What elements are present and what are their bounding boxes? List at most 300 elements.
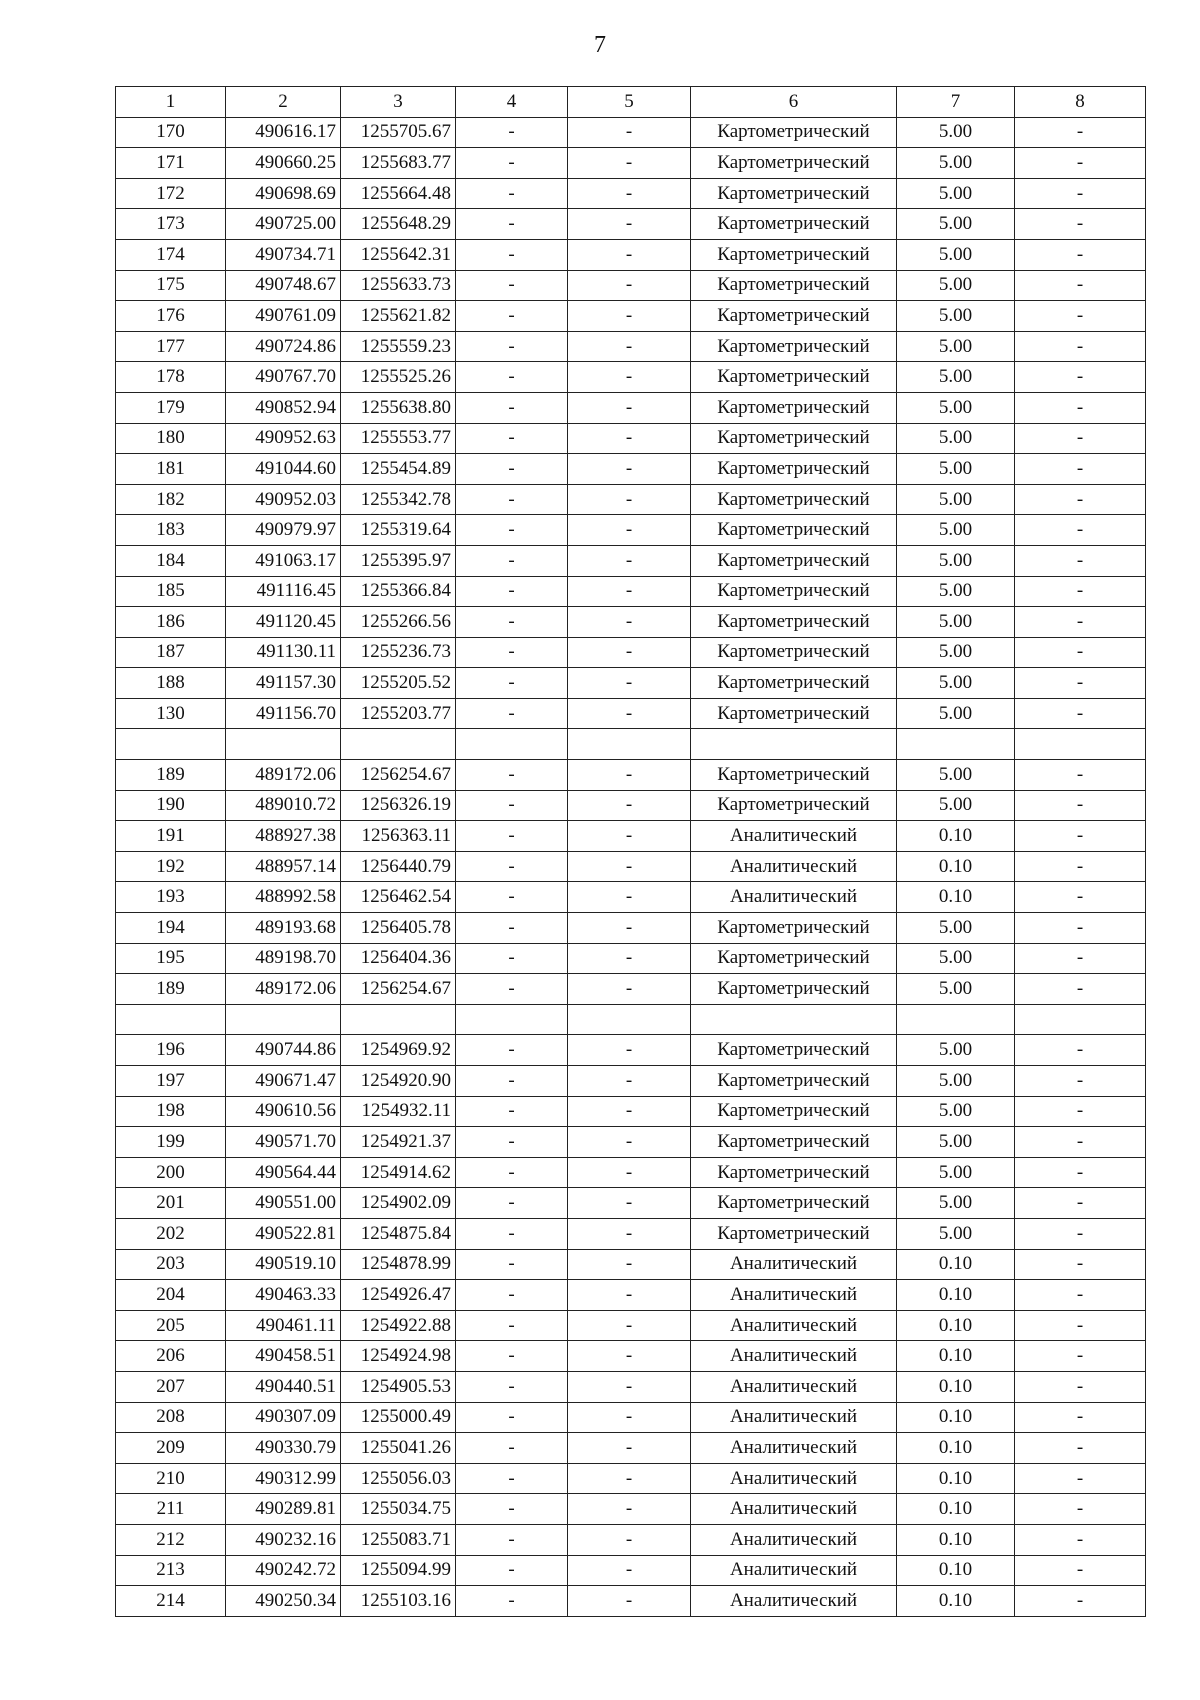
accuracy-cell <box>897 1004 1015 1035</box>
table-row <box>116 1524 1146 1555</box>
point-number-cell: 184 <box>116 545 226 576</box>
x-coordinate-cell: 490250.34 <box>226 1586 341 1617</box>
point-number-cell: 189 <box>116 974 226 1005</box>
point-number-cell: 175 <box>116 270 226 301</box>
accuracy-cell: 5.00 <box>897 270 1015 301</box>
col-8-cell: - <box>1015 1463 1146 1494</box>
table-row <box>116 821 1146 852</box>
col-5-cell: - <box>568 698 691 729</box>
point-number-cell: 176 <box>116 301 226 332</box>
table-row <box>116 239 1146 270</box>
col-8-cell: - <box>1015 1555 1146 1586</box>
accuracy-cell: 0.10 <box>897 1249 1015 1280</box>
col-5-cell: - <box>568 1218 691 1249</box>
x-coordinate-cell: 490852.94 <box>226 392 341 423</box>
method-cell: Картометрический <box>691 1035 897 1066</box>
point-number-cell: 190 <box>116 790 226 821</box>
accuracy-cell: 5.00 <box>897 790 1015 821</box>
x-coordinate-cell: 491130.11 <box>226 637 341 668</box>
table-row <box>116 1586 1146 1617</box>
col-5-cell: - <box>568 1371 691 1402</box>
col-4-cell: - <box>456 515 568 546</box>
table-row <box>116 882 1146 913</box>
table-row <box>116 1249 1146 1280</box>
accuracy-cell: 5.00 <box>897 331 1015 362</box>
table-row <box>116 607 1146 638</box>
col-5-cell: - <box>568 1188 691 1219</box>
col-5-cell: - <box>568 270 691 301</box>
x-coordinate-cell: 490330.79 <box>226 1433 341 1464</box>
column-header-6: 6 <box>691 87 897 118</box>
col-8-cell: - <box>1015 1096 1146 1127</box>
col-8-cell: - <box>1015 117 1146 148</box>
col-8-cell: - <box>1015 331 1146 362</box>
table-row <box>116 1188 1146 1219</box>
accuracy-cell: 5.00 <box>897 576 1015 607</box>
table-row <box>116 1096 1146 1127</box>
accuracy-cell: 0.10 <box>897 1555 1015 1586</box>
method-cell: Аналитический <box>691 1280 897 1311</box>
accuracy-cell: 5.00 <box>897 392 1015 423</box>
point-number-cell: 194 <box>116 913 226 944</box>
col-8-cell: - <box>1015 1035 1146 1066</box>
table-body <box>116 117 1146 1616</box>
y-coordinate-cell: 1255103.16 <box>341 1586 456 1617</box>
x-coordinate-cell: 490660.25 <box>226 148 341 179</box>
col-4-cell: - <box>456 1402 568 1433</box>
x-coordinate-cell: 489193.68 <box>226 913 341 944</box>
col-5-cell: - <box>568 148 691 179</box>
col-8-cell: - <box>1015 1371 1146 1402</box>
method-cell: Картометрический <box>691 974 897 1005</box>
coordinates-table <box>115 86 1146 1617</box>
col-8-cell: - <box>1015 484 1146 515</box>
col-5-cell: - <box>568 913 691 944</box>
col-4-cell: - <box>456 1096 568 1127</box>
method-cell: Аналитический <box>691 821 897 852</box>
point-number-cell: 171 <box>116 148 226 179</box>
col-4-cell <box>456 729 568 760</box>
point-number-cell: 211 <box>116 1494 226 1525</box>
point-number-cell: 203 <box>116 1249 226 1280</box>
x-coordinate-cell: 489172.06 <box>226 760 341 791</box>
table-row <box>116 331 1146 362</box>
point-number-cell: 196 <box>116 1035 226 1066</box>
col-5-cell: - <box>568 974 691 1005</box>
y-coordinate-cell: 1255205.52 <box>341 668 456 699</box>
col-4-cell: - <box>456 1035 568 1066</box>
col-5-cell: - <box>568 607 691 638</box>
y-coordinate-cell: 1256326.19 <box>341 790 456 821</box>
col-5-cell: - <box>568 1035 691 1066</box>
col-5-cell: - <box>568 882 691 913</box>
col-4-cell: - <box>456 454 568 485</box>
point-number-cell <box>116 729 226 760</box>
col-5-cell <box>568 729 691 760</box>
point-number-cell: 200 <box>116 1157 226 1188</box>
method-cell: Картометрический <box>691 362 897 393</box>
method-cell: Аналитический <box>691 1555 897 1586</box>
method-cell: Картометрический <box>691 545 897 576</box>
method-cell: Картометрический <box>691 148 897 179</box>
x-coordinate-cell: 490289.81 <box>226 1494 341 1525</box>
col-8-cell: - <box>1015 209 1146 240</box>
y-coordinate-cell: 1255319.64 <box>341 515 456 546</box>
col-8-cell: - <box>1015 607 1146 638</box>
col-8-cell: - <box>1015 1249 1146 1280</box>
col-5-cell: - <box>568 392 691 423</box>
method-cell: Картометрический <box>691 913 897 944</box>
method-cell: Картометрический <box>691 1218 897 1249</box>
point-number-cell: 188 <box>116 668 226 699</box>
accuracy-cell: 0.10 <box>897 1341 1015 1372</box>
accuracy-cell: 5.00 <box>897 362 1015 393</box>
col-8-cell <box>1015 1004 1146 1035</box>
point-number-cell: 181 <box>116 454 226 485</box>
accuracy-cell: 5.00 <box>897 1127 1015 1158</box>
col-8-cell: - <box>1015 270 1146 301</box>
method-cell: Аналитический <box>691 1371 897 1402</box>
x-coordinate-cell: 490671.47 <box>226 1066 341 1097</box>
col-4-cell <box>456 1004 568 1035</box>
point-number-cell: 208 <box>116 1402 226 1433</box>
col-8-cell: - <box>1015 1310 1146 1341</box>
col-5-cell: - <box>568 637 691 668</box>
method-cell: Аналитический <box>691 851 897 882</box>
table-row <box>116 423 1146 454</box>
accuracy-cell: 5.00 <box>897 209 1015 240</box>
x-coordinate-cell: 490744.86 <box>226 1035 341 1066</box>
col-8-cell: - <box>1015 974 1146 1005</box>
point-number-cell: 183 <box>116 515 226 546</box>
method-cell: Картометрический <box>691 943 897 974</box>
method-cell: Картометрический <box>691 484 897 515</box>
col-4-cell: - <box>456 331 568 362</box>
y-coordinate-cell: 1256363.11 <box>341 821 456 852</box>
col-8-cell: - <box>1015 1524 1146 1555</box>
col-5-cell <box>568 1004 691 1035</box>
x-coordinate-cell: 491063.17 <box>226 545 341 576</box>
col-4-cell: - <box>456 209 568 240</box>
col-4-cell: - <box>456 392 568 423</box>
method-cell: Картометрический <box>691 301 897 332</box>
method-cell: Аналитический <box>691 1341 897 1372</box>
col-8-cell: - <box>1015 576 1146 607</box>
col-5-cell: - <box>568 943 691 974</box>
x-coordinate-cell: 490522.81 <box>226 1218 341 1249</box>
col-8-cell: - <box>1015 698 1146 729</box>
column-header-3: 3 <box>341 87 456 118</box>
x-coordinate-cell: 491116.45 <box>226 576 341 607</box>
method-cell: Аналитический <box>691 882 897 913</box>
point-number-cell: 205 <box>116 1310 226 1341</box>
method-cell: Картометрический <box>691 1096 897 1127</box>
accuracy-cell: 0.10 <box>897 1310 1015 1341</box>
col-5-cell: - <box>568 1494 691 1525</box>
x-coordinate-cell: 490307.09 <box>226 1402 341 1433</box>
x-coordinate-cell: 490571.70 <box>226 1127 341 1158</box>
col-4-cell: - <box>456 882 568 913</box>
method-cell: Аналитический <box>691 1524 897 1555</box>
method-cell: Картометрический <box>691 1066 897 1097</box>
accuracy-cell: 0.10 <box>897 1524 1015 1555</box>
y-coordinate-cell: 1254969.92 <box>341 1035 456 1066</box>
point-number-cell: 178 <box>116 362 226 393</box>
y-coordinate-cell: 1254878.99 <box>341 1249 456 1280</box>
col-4-cell: - <box>456 484 568 515</box>
col-5-cell: - <box>568 1280 691 1311</box>
x-coordinate-cell: 490724.86 <box>226 331 341 362</box>
x-coordinate-cell: 489010.72 <box>226 790 341 821</box>
method-cell: Картометрический <box>691 423 897 454</box>
point-number-cell: 186 <box>116 607 226 638</box>
x-coordinate-cell: 490440.51 <box>226 1371 341 1402</box>
col-4-cell: - <box>456 760 568 791</box>
table-row <box>116 1371 1146 1402</box>
col-4-cell: - <box>456 1066 568 1097</box>
point-number-cell: 170 <box>116 117 226 148</box>
accuracy-cell: 0.10 <box>897 1280 1015 1311</box>
method-cell: Картометрический <box>691 698 897 729</box>
col-4-cell: - <box>456 362 568 393</box>
y-coordinate-cell: 1255559.23 <box>341 331 456 362</box>
y-coordinate-cell: 1255621.82 <box>341 301 456 332</box>
col-4-cell: - <box>456 913 568 944</box>
table-row <box>116 1402 1146 1433</box>
col-5-cell: - <box>568 1433 691 1464</box>
y-coordinate-cell: 1256405.78 <box>341 913 456 944</box>
x-coordinate-cell: 491156.70 <box>226 698 341 729</box>
y-coordinate-cell: 1255553.77 <box>341 423 456 454</box>
y-coordinate-cell <box>341 729 456 760</box>
method-cell: Аналитический <box>691 1433 897 1464</box>
col-4-cell: - <box>456 1586 568 1617</box>
y-coordinate-cell: 1256404.36 <box>341 943 456 974</box>
method-cell: Картометрический <box>691 637 897 668</box>
table-row <box>116 851 1146 882</box>
accuracy-cell: 5.00 <box>897 698 1015 729</box>
table-row <box>116 545 1146 576</box>
col-4-cell: - <box>456 974 568 1005</box>
table-row <box>116 1035 1146 1066</box>
table-row <box>116 576 1146 607</box>
point-number-cell: 199 <box>116 1127 226 1158</box>
col-8-cell: - <box>1015 851 1146 882</box>
method-cell <box>691 729 897 760</box>
point-number-cell: 212 <box>116 1524 226 1555</box>
table-row <box>116 760 1146 791</box>
col-5-cell: - <box>568 576 691 607</box>
x-coordinate-cell <box>226 1004 341 1035</box>
col-8-cell: - <box>1015 1586 1146 1617</box>
y-coordinate-cell <box>341 1004 456 1035</box>
accuracy-cell: 0.10 <box>897 1371 1015 1402</box>
accuracy-cell: 5.00 <box>897 454 1015 485</box>
table-row <box>116 148 1146 179</box>
col-4-cell: - <box>456 943 568 974</box>
x-coordinate-cell: 489198.70 <box>226 943 341 974</box>
accuracy-cell: 5.00 <box>897 117 1015 148</box>
column-header-5: 5 <box>568 87 691 118</box>
method-cell: Картометрический <box>691 239 897 270</box>
col-5-cell: - <box>568 1127 691 1158</box>
col-4-cell: - <box>456 270 568 301</box>
accuracy-cell: 5.00 <box>897 1066 1015 1097</box>
table-row <box>116 1494 1146 1525</box>
col-4-cell: - <box>456 607 568 638</box>
x-coordinate-cell: 490952.63 <box>226 423 341 454</box>
y-coordinate-cell: 1255633.73 <box>341 270 456 301</box>
y-coordinate-cell: 1256462.54 <box>341 882 456 913</box>
col-8-cell: - <box>1015 1127 1146 1158</box>
col-5-cell: - <box>568 1402 691 1433</box>
point-number-cell: 192 <box>116 851 226 882</box>
accuracy-cell: 5.00 <box>897 423 1015 454</box>
col-5-cell: - <box>568 1341 691 1372</box>
x-coordinate-cell: 490725.00 <box>226 209 341 240</box>
y-coordinate-cell: 1254914.62 <box>341 1157 456 1188</box>
point-number-cell: 214 <box>116 1586 226 1617</box>
col-8-cell: - <box>1015 1218 1146 1249</box>
method-cell: Картометрический <box>691 270 897 301</box>
col-8-cell <box>1015 729 1146 760</box>
point-number-cell: 209 <box>116 1433 226 1464</box>
accuracy-cell: 5.00 <box>897 760 1015 791</box>
y-coordinate-cell: 1255342.78 <box>341 484 456 515</box>
method-cell: Картометрический <box>691 576 897 607</box>
col-5-cell: - <box>568 362 691 393</box>
y-coordinate-cell: 1254924.98 <box>341 1341 456 1372</box>
method-cell: Аналитический <box>691 1463 897 1494</box>
accuracy-cell: 5.00 <box>897 668 1015 699</box>
accuracy-cell: 0.10 <box>897 882 1015 913</box>
column-header-1: 1 <box>116 87 226 118</box>
col-4-cell: - <box>456 821 568 852</box>
accuracy-cell: 5.00 <box>897 1096 1015 1127</box>
y-coordinate-cell: 1256440.79 <box>341 851 456 882</box>
col-5-cell: - <box>568 239 691 270</box>
y-coordinate-cell: 1255525.26 <box>341 362 456 393</box>
point-number-cell: 173 <box>116 209 226 240</box>
col-4-cell: - <box>456 637 568 668</box>
point-number-cell: 191 <box>116 821 226 852</box>
col-5-cell: - <box>568 821 691 852</box>
col-4-cell: - <box>456 423 568 454</box>
col-5-cell: - <box>568 1524 691 1555</box>
col-8-cell: - <box>1015 1494 1146 1525</box>
x-coordinate-cell: 491120.45 <box>226 607 341 638</box>
accuracy-cell: 5.00 <box>897 545 1015 576</box>
col-5-cell: - <box>568 117 691 148</box>
accuracy-cell: 0.10 <box>897 1433 1015 1464</box>
col-8-cell: - <box>1015 821 1146 852</box>
table-row <box>116 1127 1146 1158</box>
accuracy-cell: 5.00 <box>897 178 1015 209</box>
col-8-cell: - <box>1015 423 1146 454</box>
method-cell: Аналитический <box>691 1586 897 1617</box>
accuracy-cell: 5.00 <box>897 974 1015 1005</box>
point-number-cell: 187 <box>116 637 226 668</box>
table-row <box>116 178 1146 209</box>
table-row <box>116 454 1146 485</box>
x-coordinate-cell: 490979.97 <box>226 515 341 546</box>
accuracy-cell: 5.00 <box>897 943 1015 974</box>
y-coordinate-cell: 1255705.67 <box>341 117 456 148</box>
col-5-cell: - <box>568 1096 691 1127</box>
method-cell: Аналитический <box>691 1494 897 1525</box>
col-4-cell: - <box>456 148 568 179</box>
point-number-cell: 206 <box>116 1341 226 1372</box>
col-5-cell: - <box>568 790 691 821</box>
table-row <box>116 301 1146 332</box>
y-coordinate-cell: 1255642.31 <box>341 239 456 270</box>
y-coordinate-cell: 1254920.90 <box>341 1066 456 1097</box>
col-8-cell: - <box>1015 239 1146 270</box>
table-row <box>116 668 1146 699</box>
point-number-cell: 204 <box>116 1280 226 1311</box>
column-header-7: 7 <box>897 87 1015 118</box>
col-5-cell: - <box>568 423 691 454</box>
accuracy-cell: 0.10 <box>897 1494 1015 1525</box>
col-8-cell: - <box>1015 1402 1146 1433</box>
point-number-cell: 182 <box>116 484 226 515</box>
col-4-cell: - <box>456 1555 568 1586</box>
method-cell: Картометрический <box>691 454 897 485</box>
table-row <box>116 209 1146 240</box>
table-row-separator <box>116 1004 1146 1035</box>
col-5-cell: - <box>568 331 691 362</box>
x-coordinate-cell: 490748.67 <box>226 270 341 301</box>
col-8-cell: - <box>1015 668 1146 699</box>
y-coordinate-cell: 1255366.84 <box>341 576 456 607</box>
method-cell: Картометрический <box>691 790 897 821</box>
accuracy-cell: 0.10 <box>897 1586 1015 1617</box>
table-row <box>116 515 1146 546</box>
column-header-2: 2 <box>226 87 341 118</box>
col-8-cell: - <box>1015 760 1146 791</box>
col-5-cell: - <box>568 1249 691 1280</box>
col-5-cell: - <box>568 760 691 791</box>
table-row <box>116 913 1146 944</box>
col-4-cell: - <box>456 1218 568 1249</box>
table-row <box>116 1280 1146 1311</box>
y-coordinate-cell: 1255083.71 <box>341 1524 456 1555</box>
col-5-cell: - <box>568 1157 691 1188</box>
y-coordinate-cell: 1254905.53 <box>341 1371 456 1402</box>
col-5-cell: - <box>568 484 691 515</box>
col-5-cell: - <box>568 1310 691 1341</box>
col-4-cell: - <box>456 1524 568 1555</box>
x-coordinate-cell: 490312.99 <box>226 1463 341 1494</box>
col-4-cell: - <box>456 698 568 729</box>
col-4-cell: - <box>456 851 568 882</box>
point-number-cell: 198 <box>116 1096 226 1127</box>
col-8-cell: - <box>1015 1157 1146 1188</box>
y-coordinate-cell: 1256254.67 <box>341 760 456 791</box>
method-cell: Картометрический <box>691 1127 897 1158</box>
point-number-cell <box>116 1004 226 1035</box>
accuracy-cell: 5.00 <box>897 148 1015 179</box>
y-coordinate-cell: 1254926.47 <box>341 1280 456 1311</box>
accuracy-cell: 0.10 <box>897 1402 1015 1433</box>
x-coordinate-cell: 490519.10 <box>226 1249 341 1280</box>
table-header-row <box>116 87 1146 118</box>
method-cell: Картометрический <box>691 1157 897 1188</box>
x-coordinate-cell: 490564.44 <box>226 1157 341 1188</box>
accuracy-cell: 0.10 <box>897 1463 1015 1494</box>
col-4-cell: - <box>456 301 568 332</box>
table-row <box>116 637 1146 668</box>
